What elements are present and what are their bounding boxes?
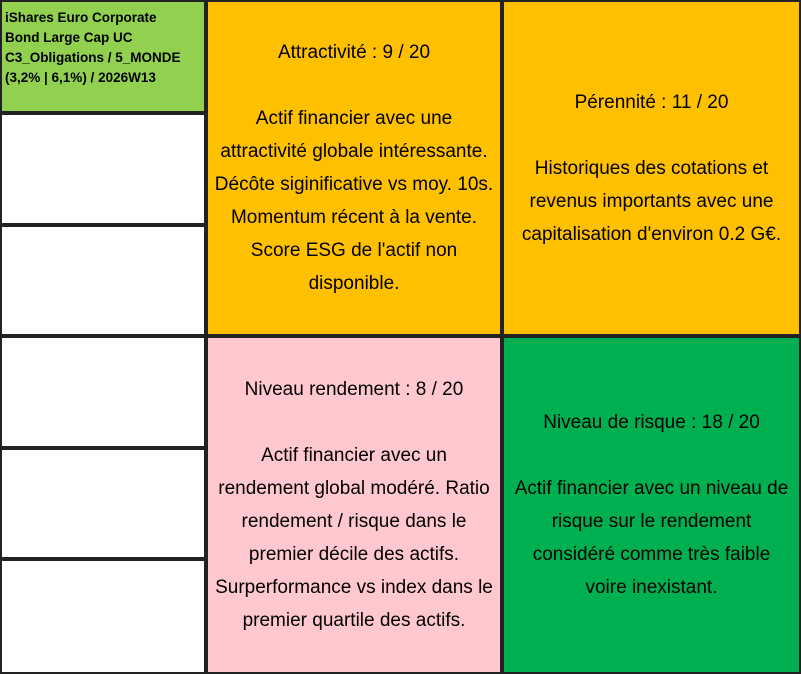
- attractivite-desc-line: Actif financier avec une: [255, 108, 453, 129]
- blank-cell-1: [0, 113, 206, 225]
- perennite-desc-line: capitalisation d'environ 0.2 G€.: [521, 223, 782, 245]
- blank-cell-2: [0, 225, 206, 336]
- attractivite-desc-line: attractivité globale intéressante.: [220, 141, 488, 162]
- attractivite-desc-line: Score ESG de l'actif non: [250, 240, 458, 261]
- attractivite-score: Attractivité : 9 / 20: [277, 42, 431, 63]
- risque-panel: [502, 336, 801, 674]
- rendement-desc-line: rendement global modéré. Ratio: [218, 478, 490, 499]
- risque-score: Niveau de risque : 18 / 20: [543, 412, 760, 433]
- blank-cell-5: [0, 559, 206, 674]
- perennite-desc-line: Historiques des cotations et: [534, 157, 769, 179]
- rendement-panel: [206, 336, 502, 674]
- attractivite-desc-line: disponible.: [308, 273, 400, 294]
- rendement-desc-line: Actif financier avec un: [261, 445, 447, 466]
- risque-desc-line: risque sur le rendement: [551, 511, 752, 532]
- asset-category-line: C3_Obligations / 5_MONDE: [5, 50, 181, 65]
- asset-name-line-1: iShares Euro Corporate: [5, 10, 157, 25]
- perennite-score: Pérennité : 11 / 20: [574, 91, 729, 113]
- perennite-desc-line: revenus importants avec une: [529, 190, 774, 212]
- risque-desc-line: considéré comme très faible: [532, 544, 771, 565]
- risque-desc-line: Actif financier avec un niveau de: [514, 478, 789, 499]
- blank-cell-3: [0, 336, 206, 448]
- asset-stats-line: (3,2% | 6,1%) / 2026W13: [5, 70, 156, 85]
- asset-title-cell: [0, 0, 206, 113]
- rendement-desc-line: premier décile des actifs.: [248, 544, 460, 565]
- blank-cell-4: [0, 448, 206, 559]
- rendement-desc-line: Surperformance vs index dans le: [215, 577, 493, 598]
- perennite-panel: [502, 0, 801, 336]
- attractivite-panel: [206, 0, 502, 336]
- asset-name-line-2: Bond Large Cap UC: [5, 30, 133, 45]
- rendement-score: Niveau rendement : 8 / 20: [244, 379, 464, 400]
- rendement-desc-line: rendement / risque dans le: [241, 511, 467, 532]
- risque-desc-line: voire inexistant.: [585, 577, 718, 598]
- rendement-desc-line: premier quartile des actifs.: [242, 610, 466, 631]
- attractivite-desc-line: Décôte siginificative vs moy. 10s.: [214, 174, 494, 195]
- attractivite-desc-line: Momentum récent à la vente.: [230, 207, 478, 228]
